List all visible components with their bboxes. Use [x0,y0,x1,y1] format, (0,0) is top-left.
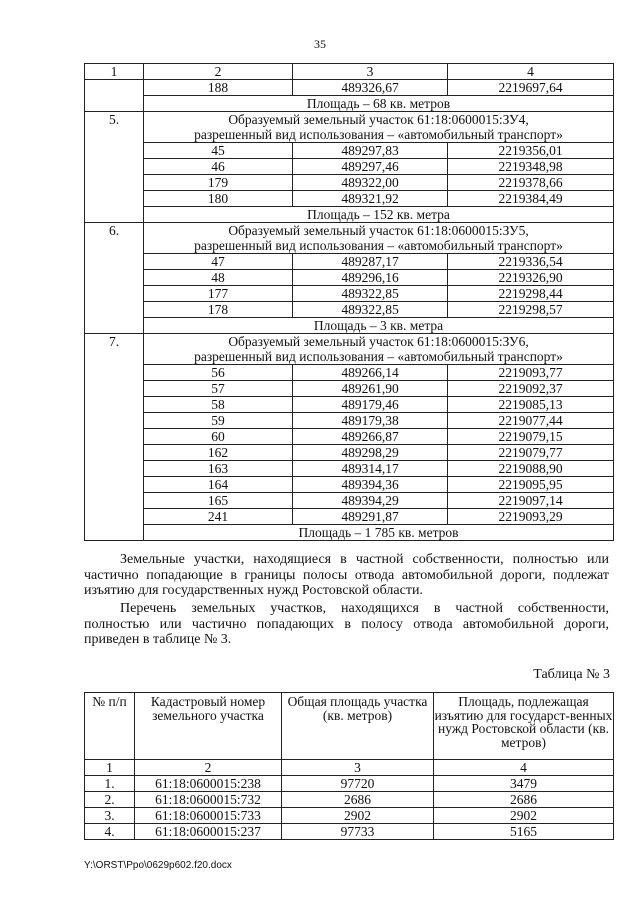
y-coordinate: 2219326,90 [448,270,614,286]
y-coordinate: 2219088,90 [448,461,614,477]
x-coordinate: 489266,14 [293,365,448,381]
column-header: Общая площадь участка (кв. метров) [282,693,434,760]
point-number: 46 [144,159,293,175]
plot-description-row [85,334,614,365]
seized-area: 2902 [434,808,614,824]
table-row [85,159,614,175]
x-coordinate: 489179,46 [293,397,448,413]
point-number: 178 [144,302,293,318]
coordinates-table [84,63,614,541]
column-header: № п/п [85,693,135,760]
point-number: 177 [144,286,293,302]
y-coordinate: 2219348,98 [448,159,614,175]
point-number: 164 [144,477,293,493]
table-row [85,254,614,270]
plot-description-line: Образуемый земельный участок 61:18:0600015:ЗУ4, [228,112,529,127]
column-numbers-row [85,760,614,776]
y-coordinate: 2219097,14 [448,493,614,509]
plot-number: 6. [85,223,144,334]
plot-number: 5. [85,112,144,223]
point-number: 60 [144,429,293,445]
row-number: 2. [85,792,135,808]
y-coordinate: 2219079,77 [448,445,614,461]
x-coordinate: 489291,87 [293,509,448,525]
row-number: 3. [85,808,135,824]
point-number: 179 [144,175,293,191]
paragraph-list-reference: Перечень земельных участков, находящихся в частной собственности, полностью или частично попадающих в полосу отвода автомобильной дороги, приведен в таблице № 3. [84,601,609,648]
column-header: Кадастровый номер земельного участка [135,693,282,760]
column-number: 1 [85,64,144,80]
plot-number [85,80,144,112]
plot-description-line: Образуемый земельный участок 61:18:0600015:ЗУ5, [228,223,529,238]
plot-description [144,112,614,143]
plot-description-line: разрешенный вид использования – «автомобильный транспорт» [194,127,563,142]
table-row [85,461,614,477]
table-row [85,175,614,191]
table-row [85,445,614,461]
plot-description [144,334,614,365]
paragraph-private-land: Земельные участки, находящиеся в частной собственности, полностью или частично попадающие в границы полосы отвода автомобильной дороги, подлежат изъятию для государственных нужд Ростовской области. [84,552,609,599]
row-number: 4. [85,824,135,840]
plot-description-line: Образуемый земельный участок 61:18:0600015:ЗУ6, [228,334,529,349]
point-number: 45 [144,143,293,159]
x-coordinate: 489297,46 [293,159,448,175]
column-number: 2 [144,64,293,80]
land-plots-table [84,692,614,840]
y-coordinate: 2219384,49 [448,191,614,207]
point-number: 165 [144,493,293,509]
x-coordinate: 489261,90 [293,381,448,397]
area-row [85,207,614,223]
table-row [85,365,614,381]
table-row [85,429,614,445]
total-area: 2902 [282,808,434,824]
area-text: Площадь – 152 кв. метра [144,207,614,223]
x-coordinate: 489297,83 [293,143,448,159]
point-number: 162 [144,445,293,461]
area-row [85,525,614,541]
table-header-row [85,693,614,760]
x-coordinate: 489287,17 [293,254,448,270]
column-number: 4 [448,64,614,80]
point-number: 58 [144,397,293,413]
point-number: 180 [144,191,293,207]
seized-area: 5165 [434,824,614,840]
x-coordinate: 489298,29 [293,445,448,461]
page-number: 35 [314,37,326,51]
table-row [85,143,614,159]
column-number: 3 [282,760,434,776]
table-row [85,397,614,413]
x-coordinate: 489321,92 [293,191,448,207]
table-row [85,477,614,493]
x-coordinate: 489322,85 [293,286,448,302]
seized-area: 2686 [434,792,614,808]
area-row [85,96,614,112]
point-number: 57 [144,381,293,397]
y-coordinate: 2219356,01 [448,143,614,159]
plot-description-row [85,112,614,143]
y-coordinate: 2219093,29 [448,509,614,525]
point-number: 47 [144,254,293,270]
table-row [85,509,614,525]
point-number: 241 [144,509,293,525]
y-coordinate: 2219095,95 [448,477,614,493]
x-coordinate: 489322,85 [293,302,448,318]
cadastral-number: 61:18:0600015:238 [135,776,282,792]
row-number: 1. [85,776,135,792]
total-area: 2686 [282,792,434,808]
area-text: Площадь – 1 785 кв. метров [144,525,614,541]
y-coordinate: 2219093,77 [448,365,614,381]
x-coordinate: 489394,29 [293,493,448,509]
point-number: 56 [144,365,293,381]
x-coordinate: 489394,36 [293,477,448,493]
x-coordinate: 489266,87 [293,429,448,445]
file-path-footer: Y:\ORST\Ppo\0629p602.f20.docx [84,860,232,871]
total-area: 97733 [282,824,434,840]
column-number: 4 [434,760,614,776]
seized-area: 3479 [434,776,614,792]
column-number: 2 [135,760,282,776]
table-row [85,776,614,792]
column-header: Площадь, подлежащая изъятию для государст-венных нужд Ростовской области (кв. метров) [434,693,614,760]
y-coordinate: 2219697,64 [448,80,614,96]
x-coordinate: 489296,16 [293,270,448,286]
cadastral-number: 61:18:0600015:732 [135,792,282,808]
point-number: 59 [144,413,293,429]
x-coordinate: 489322,00 [293,175,448,191]
table-row [85,80,614,96]
x-coordinate: 489314,17 [293,461,448,477]
table-row [85,808,614,824]
y-coordinate: 2219085,13 [448,397,614,413]
y-coordinate: 2219079,15 [448,429,614,445]
table-row [85,191,614,207]
x-coordinate: 489179,38 [293,413,448,429]
table-header-row [85,64,614,80]
table-caption: Таблица № 3 [533,667,610,682]
y-coordinate: 2219378,66 [448,175,614,191]
area-text: Площадь – 68 кв. метров [144,96,614,112]
plot-description-row [85,223,614,254]
column-number: 1 [85,760,135,776]
column-number: 3 [293,64,448,80]
table-row [85,824,614,840]
area-text: Площадь – 3 кв. метра [144,318,614,334]
plot-number: 7. [85,334,144,541]
table-row [85,381,614,397]
plot-description-line: разрешенный вид использования – «автомобильный транспорт» [194,238,563,253]
table-row [85,493,614,509]
y-coordinate: 2219092,37 [448,381,614,397]
point-number: 188 [144,80,293,96]
y-coordinate: 2219298,57 [448,302,614,318]
cadastral-number: 61:18:0600015:733 [135,808,282,824]
x-coordinate: 489326,67 [293,80,448,96]
point-number: 163 [144,461,293,477]
total-area: 97720 [282,776,434,792]
plot-description-line: разрешенный вид использования – «автомобильный транспорт» [194,349,563,364]
plot-description [144,223,614,254]
table-row [85,792,614,808]
table-row [85,286,614,302]
cadastral-number: 61:18:0600015:237 [135,824,282,840]
y-coordinate: 2219298,44 [448,286,614,302]
point-number: 48 [144,270,293,286]
area-row [85,318,614,334]
y-coordinate: 2219077,44 [448,413,614,429]
y-coordinate: 2219336,54 [448,254,614,270]
table-row [85,413,614,429]
table-row [85,270,614,286]
table-row [85,302,614,318]
